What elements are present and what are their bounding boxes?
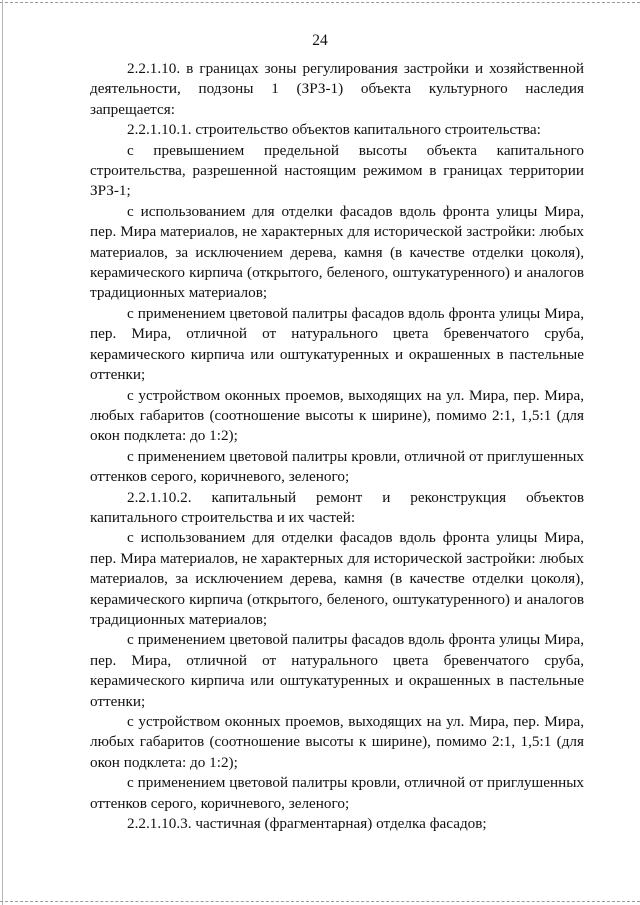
- list-item-roof-colors: с применением цветовой палитры кровли, отличной от приглушенных оттенков серого, коричневого, зеленого;: [90, 447, 584, 486]
- list-item-window-openings: с устройством оконных проемов, выходящих на ул. Мира, пер. Мира, любых габаритов (соотношение высоты к ширине), помимо 2:1, 1,5:1 (для окон подклета: до 1:2);: [90, 386, 584, 445]
- scan-edge-left: [2, 0, 3, 905]
- list-item-facade-materials: с использованием для отделки фасадов вдоль фронта улицы Мира, пер. Мира материалов, не характерных для исторической застройки: любых материалов, за исключением дерева, камня (в качестве отделки цоколя), керамического кирпича (открытого, беленого, оштукатуренного) и аналогов традиционных материалов;: [90, 202, 584, 302]
- paragraph-2-2-1-10: 2.2.1.10. в границах зоны регулирования застройки и хозяйственной деятельности, подзоны 1 (ЗРЗ-1) объекта культурного наследия запрещается:: [90, 60, 584, 118]
- paragraph-2-2-1-10-1: 2.2.1.10.1. строительство объектов капитального строительства:: [127, 121, 541, 139]
- page-number: 24: [312, 32, 328, 49]
- list-item-facade-materials: с использованием для отделки фасадов вдоль фронта улицы Мира, пер. Мира материалов, не характерных для исторической застройки: любых материалов, за исключением дерева, камня (в качестве отделки цоколя), керамического кирпича (открытого, беленого, оштукатуренного) и аналогов традиционных материалов;: [90, 529, 584, 628]
- scan-edge-bottom: [0, 901, 640, 902]
- list-item-window-openings: с устройством оконных проемов, выходящих на ул. Мира, пер. Мира, любых габаритов (соотношение высоты к ширине), помимо 2:1, 1,5:1 (для окон подклета: до 1:2);: [90, 713, 584, 771]
- paragraph-2-2-1-10-3: 2.2.1.10.3. частичная (фрагментарная) отделка фасадов;: [127, 815, 487, 833]
- list-item-roof-colors: с применением цветовой палитры кровли, отличной от приглушенных оттенков серого, коричневого, зеленого;: [90, 774, 584, 812]
- list-item-facade-colors: с применением цветовой палитры фасадов вдоль фронта улицы Мира, пер. Мира, отличной от натурального цвета бревенчатого сруба, керамического кирпича или оштукатуренных и окрашенных в пастельные оттенки;: [90, 304, 584, 384]
- scan-edge-top: [0, 2, 640, 3]
- list-item-height-limit: с превышением предельной высоты объекта капитального строительства, разрешенной настоящим режимом в границах территории ЗРЗ-1;: [90, 141, 584, 200]
- list-item-facade-colors: с применением цветовой палитры фасадов вдоль фронта улицы Мира, пер. Мира, отличной от натурального цвета бревенчатого сруба, керамического кирпича или оштукатуренных и окрашенных в пастельные оттенки;: [90, 631, 584, 710]
- document-body: [90, 59, 584, 834]
- paragraph-2-2-1-10-2: 2.2.1.10.2. капитальный ремонт и реконструкция объектов капитального строительства и их частей:: [90, 488, 584, 526]
